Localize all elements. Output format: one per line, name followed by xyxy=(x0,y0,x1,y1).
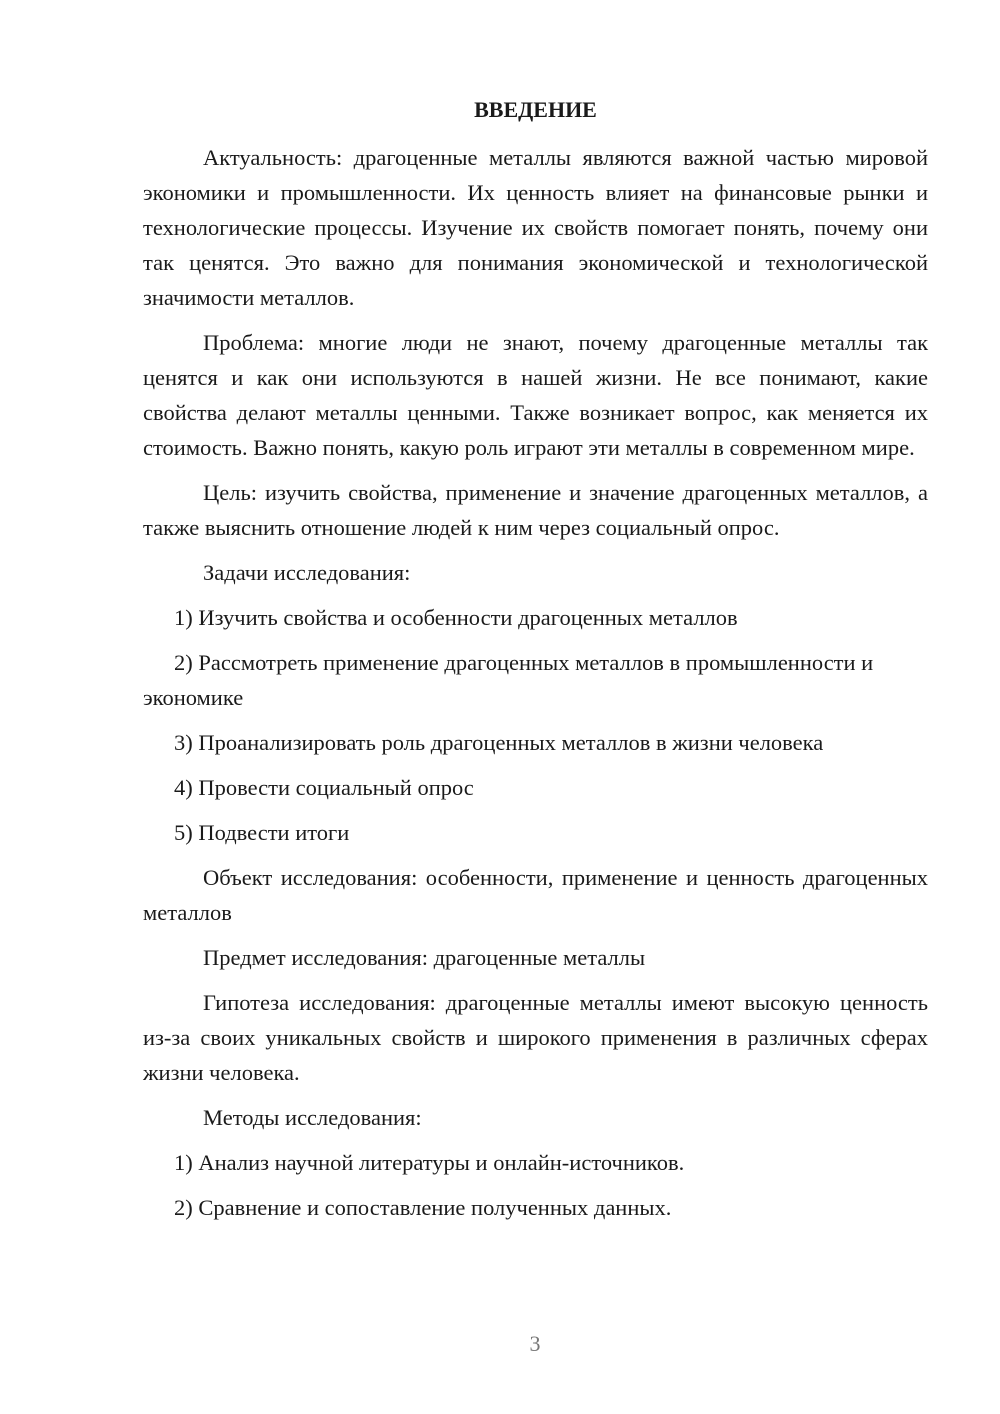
method-item: 1) Анализ научной литературы и онлайн-источников. xyxy=(174,1150,685,1175)
task-item: 4) Провести социальный опрос xyxy=(174,775,474,800)
task-item: 1) Изучить свойства и особенности драгоценных металлов xyxy=(174,605,738,630)
section-title: ВВЕДЕНИЕ xyxy=(474,97,597,122)
subject-paragraph: Предмет исследования: драгоценные металлы xyxy=(203,945,646,970)
tasks-list xyxy=(143,600,928,850)
page-number: 3 xyxy=(529,1331,541,1356)
methods-list xyxy=(143,1145,928,1225)
relevance-paragraph: Актуальность: драгоценные металлы являются важной частью мировой экономики и промышленности. Их ценность влияет на финансовые рынки и технологические процессы. Изучение их свойств помогает понять, почему они так ценятся. Это важно для понимания экономической и технологической значимости металлов. xyxy=(143,145,928,310)
method-item: 2) Сравнение и сопоставление полученных данных. xyxy=(174,1195,672,1220)
document-page xyxy=(143,92,928,1235)
goal-paragraph: Цель: изучить свойства, применение и значение драгоценных металлов, а также выяснить отношение людей к ним через социальный опрос. xyxy=(143,480,928,540)
hypothesis-paragraph: Гипотеза исследования: драгоценные металлы имеют высокую ценность из-за своих уникальных свойств и широкого применения в различных сферах жизни человека. xyxy=(143,990,928,1085)
task-item: 5) Подвести итоги xyxy=(174,820,350,845)
tasks-heading: Задачи исследования: xyxy=(203,560,411,585)
methods-heading: Методы исследования: xyxy=(203,1105,422,1130)
task-item: 3) Проанализировать роль драгоценных металлов в жизни человека xyxy=(174,730,824,755)
problem-paragraph: Проблема: многие люди не знают, почему драгоценные металлы так ценятся и как они используются в нашей жизни. Не все понимают, какие свойства делают металлы ценными. Также возникает вопрос, как меняется их стоимость. Важно понять, какую роль играют эти металлы в современном мире. xyxy=(143,330,928,460)
task-item: 2) Рассмотреть применение драгоценных металлов в промышленности и экономике xyxy=(143,650,874,710)
object-paragraph: Объект исследования: особенности, применение и ценность драгоценных металлов xyxy=(143,865,928,925)
